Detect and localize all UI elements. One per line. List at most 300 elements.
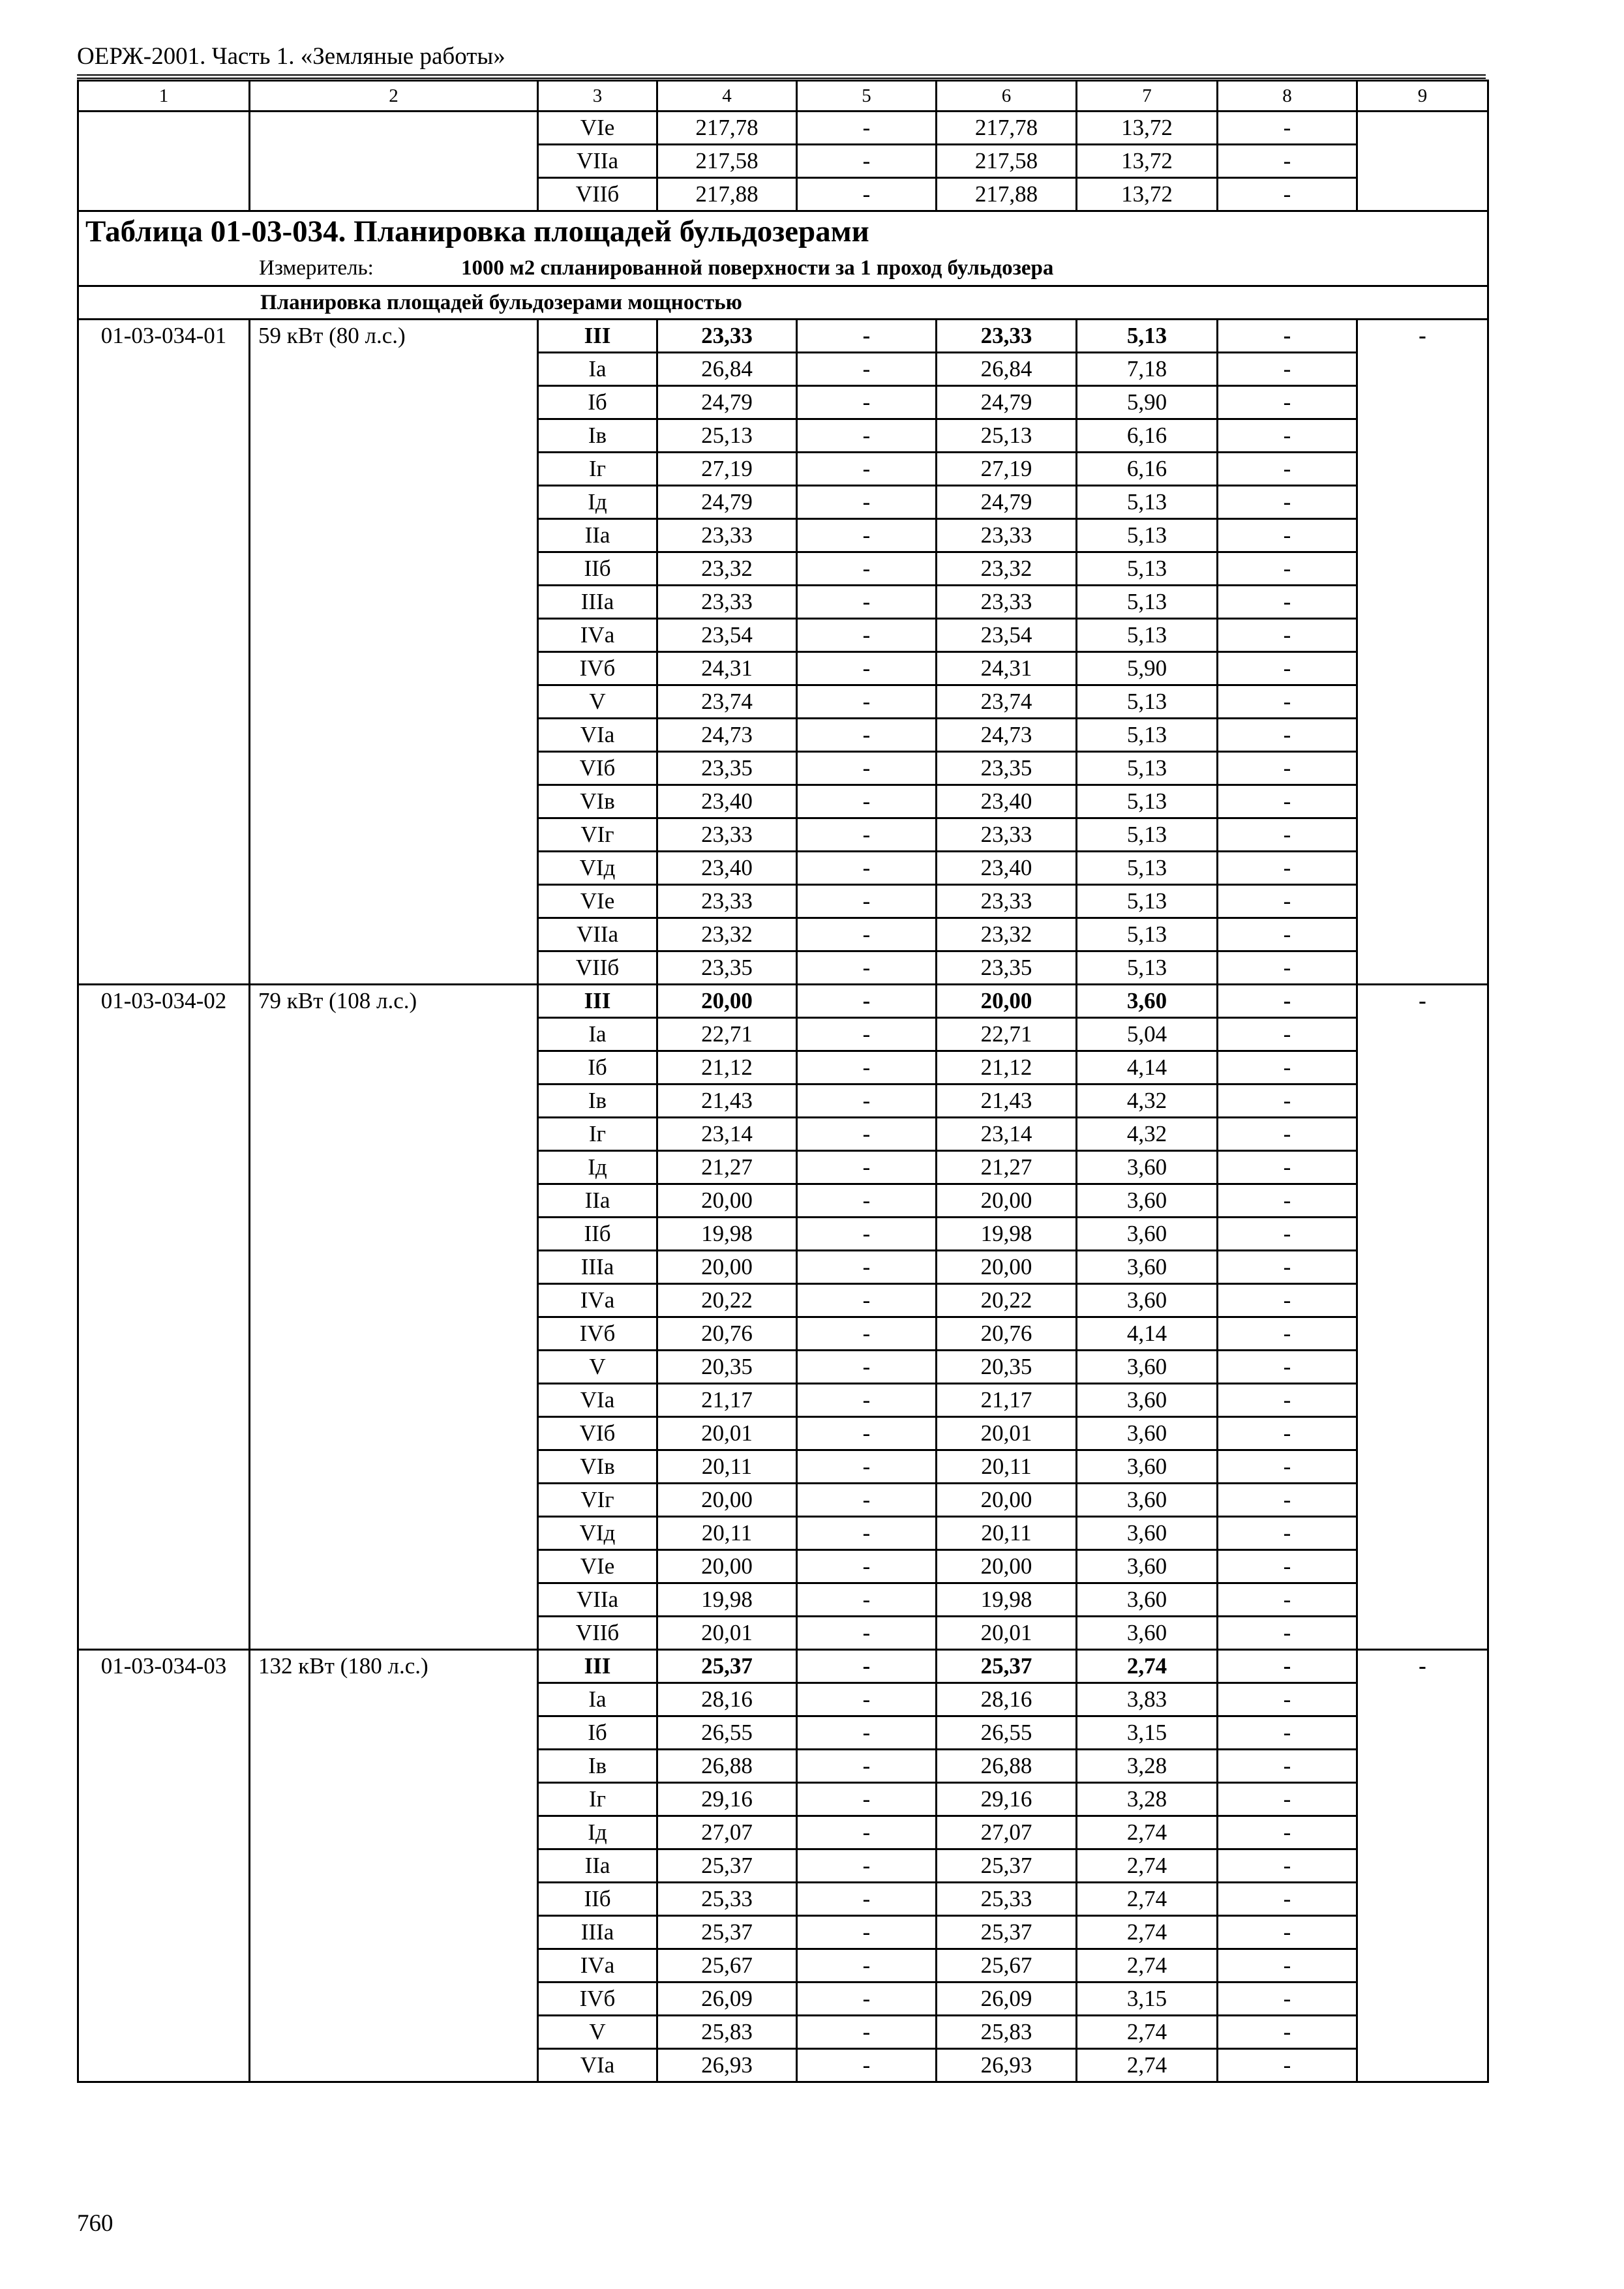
col6-cell: 20,00 bbox=[937, 1184, 1077, 1218]
col6-cell: 217,78 bbox=[937, 112, 1077, 145]
col7-cell: 5,13 bbox=[1077, 320, 1218, 353]
col9-cell: - bbox=[1357, 985, 1488, 1650]
col7-cell: 3,15 bbox=[1077, 1982, 1218, 2016]
col4-cell: 20,01 bbox=[657, 1417, 797, 1450]
soil-group-cell: IIIа bbox=[538, 586, 657, 619]
col8-cell: - bbox=[1218, 2049, 1357, 2082]
col8-cell: - bbox=[1218, 386, 1357, 419]
col4-cell: 21,12 bbox=[657, 1051, 797, 1085]
col7-cell: 5,13 bbox=[1077, 918, 1218, 951]
col8-cell: - bbox=[1218, 1085, 1357, 1118]
col5-cell: - bbox=[797, 453, 937, 486]
col6-cell: 25,83 bbox=[937, 2016, 1077, 2049]
col6-cell: 19,98 bbox=[937, 1583, 1077, 1617]
col4-cell: 25,37 bbox=[657, 1650, 797, 1683]
col9-cell: - bbox=[1357, 320, 1488, 985]
col4-cell: 217,58 bbox=[657, 145, 797, 178]
col4-cell: 28,16 bbox=[657, 1683, 797, 1716]
col6-cell: 20,01 bbox=[937, 1617, 1077, 1650]
col4-cell: 23,32 bbox=[657, 918, 797, 951]
col7-cell: 5,04 bbox=[1077, 1018, 1218, 1051]
rate-name-cell: 79 кВт (108 л.с.) bbox=[250, 985, 538, 1650]
col7-cell: 3,60 bbox=[1077, 1218, 1218, 1251]
col4-cell: 22,71 bbox=[657, 1018, 797, 1051]
col8-cell: - bbox=[1218, 1151, 1357, 1184]
col7-cell: 2,74 bbox=[1077, 2016, 1218, 2049]
col5-cell: - bbox=[797, 619, 937, 652]
col6-cell: 23,33 bbox=[937, 519, 1077, 552]
col4-cell: 20,22 bbox=[657, 1284, 797, 1317]
col6-cell: 25,37 bbox=[937, 1650, 1077, 1683]
col7-cell: 2,74 bbox=[1077, 1883, 1218, 1916]
col7-cell: 5,13 bbox=[1077, 785, 1218, 818]
col6-cell: 21,43 bbox=[937, 1085, 1077, 1118]
col5-cell: - bbox=[797, 2016, 937, 2049]
column-number: 6 bbox=[937, 81, 1077, 112]
table-row bbox=[78, 112, 1488, 145]
col5-cell: - bbox=[797, 818, 937, 852]
col8-cell: - bbox=[1218, 1351, 1357, 1384]
soil-group-cell: Iд bbox=[538, 1151, 657, 1184]
col5-cell: - bbox=[797, 1550, 937, 1583]
col6-cell: 27,19 bbox=[937, 453, 1077, 486]
table-row bbox=[78, 320, 1488, 353]
col6-cell: 26,88 bbox=[937, 1750, 1077, 1783]
col7-cell: 3,60 bbox=[1077, 1184, 1218, 1218]
soil-group-cell: VIа bbox=[538, 1384, 657, 1417]
col4-cell: 20,76 bbox=[657, 1317, 797, 1351]
soil-group-cell: IVа bbox=[538, 619, 657, 652]
col4-cell: 25,67 bbox=[657, 1949, 797, 1982]
col8-cell: - bbox=[1218, 145, 1357, 178]
col8-cell: - bbox=[1218, 1450, 1357, 1484]
soil-group-cell: IIIа bbox=[538, 1916, 657, 1949]
col6-cell: 23,33 bbox=[937, 885, 1077, 918]
col5-cell: - bbox=[797, 985, 937, 1018]
col7-cell: 5,13 bbox=[1077, 818, 1218, 852]
col7-cell: 2,74 bbox=[1077, 1949, 1218, 1982]
col4-cell: 26,09 bbox=[657, 1982, 797, 2016]
soil-group-cell: Iг bbox=[538, 1783, 657, 1816]
col5-cell: - bbox=[797, 1517, 937, 1550]
soil-group-cell: III bbox=[538, 320, 657, 353]
col8-cell: - bbox=[1218, 918, 1357, 951]
col7-cell: 5,13 bbox=[1077, 486, 1218, 519]
soil-group-cell: V bbox=[538, 1351, 657, 1384]
col6-cell: 23,32 bbox=[937, 552, 1077, 586]
col7-cell: 5,13 bbox=[1077, 852, 1218, 885]
col5-cell: - bbox=[797, 2049, 937, 2082]
col8-cell: - bbox=[1218, 1883, 1357, 1916]
soil-group-cell: VIб bbox=[538, 752, 657, 785]
col5-cell: - bbox=[797, 1450, 937, 1484]
col6-cell: 23,33 bbox=[937, 320, 1077, 353]
soil-group-cell: Iб bbox=[538, 1716, 657, 1750]
soil-group-cell: IIа bbox=[538, 1184, 657, 1218]
col7-cell: 3,60 bbox=[1077, 1617, 1218, 1650]
col6-cell: 29,16 bbox=[937, 1783, 1077, 1816]
col4-cell: 25,83 bbox=[657, 2016, 797, 2049]
col6-cell: 24,31 bbox=[937, 652, 1077, 685]
col5-cell: - bbox=[797, 1417, 937, 1450]
col5-cell: - bbox=[797, 353, 937, 386]
soil-group-cell: VIIб bbox=[538, 951, 657, 985]
col7-cell: 5,13 bbox=[1077, 752, 1218, 785]
col6-cell: 26,55 bbox=[937, 1716, 1077, 1750]
col6-cell: 20,35 bbox=[937, 1351, 1077, 1384]
col4-cell: 27,19 bbox=[657, 453, 797, 486]
col4-cell: 24,79 bbox=[657, 386, 797, 419]
col7-cell: 6,16 bbox=[1077, 419, 1218, 453]
soil-group-cell: VIв bbox=[538, 785, 657, 818]
col5-cell: - bbox=[797, 1085, 937, 1118]
col8-cell: - bbox=[1218, 1750, 1357, 1783]
col4-cell: 20,00 bbox=[657, 1484, 797, 1517]
col6-cell: 24,73 bbox=[937, 719, 1077, 752]
col4-cell: 23,40 bbox=[657, 852, 797, 885]
col8-cell: - bbox=[1218, 353, 1357, 386]
col4-cell: 20,11 bbox=[657, 1450, 797, 1484]
col5-cell: - bbox=[797, 320, 937, 353]
col7-cell: 4,14 bbox=[1077, 1051, 1218, 1085]
col4-cell: 23,32 bbox=[657, 552, 797, 586]
col7-cell: 5,13 bbox=[1077, 552, 1218, 586]
col6-cell: 23,40 bbox=[937, 785, 1077, 818]
col4-cell: 23,33 bbox=[657, 885, 797, 918]
col7-cell: 3,83 bbox=[1077, 1683, 1218, 1716]
col7-cell: 4,32 bbox=[1077, 1085, 1218, 1118]
col6-cell: 21,27 bbox=[937, 1151, 1077, 1184]
soil-group-cell: Iб bbox=[538, 386, 657, 419]
col7-cell: 5,90 bbox=[1077, 652, 1218, 685]
rate-name-cell: 132 кВт (180 л.с.) bbox=[250, 1650, 538, 2082]
col4-cell: 23,33 bbox=[657, 320, 797, 353]
col6-cell: 27,07 bbox=[937, 1816, 1077, 1849]
col5-cell: - bbox=[797, 1184, 937, 1218]
col8-cell: - bbox=[1218, 885, 1357, 918]
col7-cell: 5,13 bbox=[1077, 586, 1218, 619]
col8-cell: - bbox=[1218, 178, 1357, 211]
col8-cell: - bbox=[1218, 1018, 1357, 1051]
col5-cell: - bbox=[797, 1716, 937, 1750]
col8-cell: - bbox=[1218, 1317, 1357, 1351]
soil-group-cell: VIд bbox=[538, 1517, 657, 1550]
soil-group-cell: VIIа bbox=[538, 145, 657, 178]
col7-cell: 3,60 bbox=[1077, 1284, 1218, 1317]
col7-cell: 2,74 bbox=[1077, 1816, 1218, 1849]
col8-cell: - bbox=[1218, 1716, 1357, 1750]
col6-cell: 23,54 bbox=[937, 619, 1077, 652]
col4-cell: 25,37 bbox=[657, 1849, 797, 1883]
name-cell bbox=[250, 112, 538, 211]
col8-cell: - bbox=[1218, 453, 1357, 486]
col5-cell: - bbox=[797, 685, 937, 719]
col6-cell: 19,98 bbox=[937, 1218, 1077, 1251]
table-body bbox=[78, 81, 1488, 2082]
col8-cell: - bbox=[1218, 1683, 1357, 1716]
soil-group-cell: VIд bbox=[538, 852, 657, 885]
col7-cell: 13,72 bbox=[1077, 178, 1218, 211]
table-title: Таблица 01-03-034. Планировка площадей бульдозерами bbox=[78, 211, 1488, 252]
col8-cell: - bbox=[1218, 320, 1357, 353]
rates-table bbox=[77, 80, 1489, 2083]
col7-cell: 3,60 bbox=[1077, 1450, 1218, 1484]
col4-cell: 20,35 bbox=[657, 1351, 797, 1384]
col5-cell: - bbox=[797, 1849, 937, 1883]
col7-cell: 3,60 bbox=[1077, 1583, 1218, 1617]
col5-cell: - bbox=[797, 918, 937, 951]
soil-group-cell: III bbox=[538, 1650, 657, 1683]
rate-code-cell: 01-03-034-02 bbox=[78, 985, 250, 1650]
col7-cell: 13,72 bbox=[1077, 145, 1218, 178]
col6-cell: 20,00 bbox=[937, 1550, 1077, 1583]
soil-group-cell: VIе bbox=[538, 1550, 657, 1583]
col4-cell: 23,40 bbox=[657, 785, 797, 818]
col7-cell: 2,74 bbox=[1077, 2049, 1218, 2082]
soil-group-cell: VIг bbox=[538, 1484, 657, 1517]
col5-cell: - bbox=[797, 519, 937, 552]
col8-cell: - bbox=[1218, 1550, 1357, 1583]
col4-cell: 29,16 bbox=[657, 1783, 797, 1816]
column-number: 7 bbox=[1077, 81, 1218, 112]
col7-cell: 3,60 bbox=[1077, 1550, 1218, 1583]
col4-cell: 23,35 bbox=[657, 951, 797, 985]
col7-cell: 6,16 bbox=[1077, 453, 1218, 486]
col7-cell: 3,60 bbox=[1077, 985, 1218, 1018]
col6-cell: 23,33 bbox=[937, 586, 1077, 619]
column-number: 9 bbox=[1357, 81, 1488, 112]
col5-cell: - bbox=[797, 1317, 937, 1351]
col8-cell: - bbox=[1218, 1783, 1357, 1816]
col8-cell: - bbox=[1218, 1118, 1357, 1151]
column-number: 8 bbox=[1218, 81, 1357, 112]
soil-group-cell: Iг bbox=[538, 453, 657, 486]
soil-group-cell: Iд bbox=[538, 1816, 657, 1849]
soil-group-cell: VIIб bbox=[538, 1617, 657, 1650]
col6-cell: 26,84 bbox=[937, 353, 1077, 386]
soil-group-cell: IVб bbox=[538, 1982, 657, 2016]
measure-label: Измеритель: bbox=[259, 256, 374, 280]
col8-cell: - bbox=[1218, 486, 1357, 519]
col8-cell: - bbox=[1218, 785, 1357, 818]
col7-cell: 5,90 bbox=[1077, 386, 1218, 419]
col6-cell: 25,37 bbox=[937, 1849, 1077, 1883]
col6-cell: 21,17 bbox=[937, 1384, 1077, 1417]
soil-group-cell: IVа bbox=[538, 1949, 657, 1982]
col5-cell: - bbox=[797, 1816, 937, 1849]
table-subtitle: Планировка площадей бульдозерами мощностью bbox=[78, 286, 1488, 320]
col6-cell: 25,33 bbox=[937, 1883, 1077, 1916]
col4-cell: 23,33 bbox=[657, 586, 797, 619]
soil-group-cell: IVб bbox=[538, 652, 657, 685]
col5-cell: - bbox=[797, 719, 937, 752]
col7-cell: 4,14 bbox=[1077, 1317, 1218, 1351]
col6-cell: 25,67 bbox=[937, 1949, 1077, 1982]
col4-cell: 20,00 bbox=[657, 1251, 797, 1284]
soil-group-cell: VIе bbox=[538, 885, 657, 918]
col8-cell: - bbox=[1218, 1916, 1357, 1949]
col8-cell: - bbox=[1218, 1384, 1357, 1417]
col4-cell: 23,54 bbox=[657, 619, 797, 652]
col6-cell: 217,88 bbox=[937, 178, 1077, 211]
col7-cell: 13,72 bbox=[1077, 112, 1218, 145]
col7-cell: 5,13 bbox=[1077, 951, 1218, 985]
col5-cell: - bbox=[797, 386, 937, 419]
col6-cell: 20,11 bbox=[937, 1517, 1077, 1550]
col5-cell: - bbox=[797, 1284, 937, 1317]
col7-cell: 3,60 bbox=[1077, 1517, 1218, 1550]
col6-cell: 28,16 bbox=[937, 1683, 1077, 1716]
soil-group-cell: Iв bbox=[538, 1750, 657, 1783]
col4-cell: 20,01 bbox=[657, 1617, 797, 1650]
code-cell bbox=[78, 112, 250, 211]
col5-cell: - bbox=[797, 1916, 937, 1949]
soil-group-cell: VIб bbox=[538, 1417, 657, 1450]
col4-cell: 23,14 bbox=[657, 1118, 797, 1151]
col5-cell: - bbox=[797, 419, 937, 453]
measure-value: 1000 м2 спланированной поверхности за 1 проход бульдозера bbox=[461, 256, 1054, 280]
col6-cell: 217,58 bbox=[937, 145, 1077, 178]
col4-cell: 25,13 bbox=[657, 419, 797, 453]
soil-group-cell: VIг bbox=[538, 818, 657, 852]
col5-cell: - bbox=[797, 1683, 937, 1716]
col8-cell: - bbox=[1218, 1417, 1357, 1450]
col5-cell: - bbox=[797, 112, 937, 145]
col8-cell: - bbox=[1218, 1517, 1357, 1550]
col8-cell: - bbox=[1218, 552, 1357, 586]
col5-cell: - bbox=[797, 486, 937, 519]
col9-cell: - bbox=[1357, 1650, 1488, 2082]
col4-cell: 19,98 bbox=[657, 1218, 797, 1251]
page-number: 760 bbox=[77, 2210, 113, 2237]
col5-cell: - bbox=[797, 1218, 937, 1251]
col6-cell: 23,74 bbox=[937, 685, 1077, 719]
col6-cell: 23,35 bbox=[937, 752, 1077, 785]
col5-cell: - bbox=[797, 652, 937, 685]
col4-cell: 24,79 bbox=[657, 486, 797, 519]
col4-cell: 217,88 bbox=[657, 178, 797, 211]
col8-cell: - bbox=[1218, 619, 1357, 652]
col8-cell: - bbox=[1218, 2016, 1357, 2049]
soil-group-cell: VIIа bbox=[538, 918, 657, 951]
col7-cell: 3,28 bbox=[1077, 1750, 1218, 1783]
col4-cell: 26,93 bbox=[657, 2049, 797, 2082]
col7-cell: 7,18 bbox=[1077, 353, 1218, 386]
col4-cell: 26,88 bbox=[657, 1750, 797, 1783]
column-number: 5 bbox=[797, 81, 937, 112]
table-row bbox=[78, 985, 1488, 1018]
column-number: 4 bbox=[657, 81, 797, 112]
col8-cell: - bbox=[1218, 1218, 1357, 1251]
col8-cell: - bbox=[1218, 1650, 1357, 1683]
soil-group-cell: VIа bbox=[538, 719, 657, 752]
soil-group-cell: IVа bbox=[538, 1284, 657, 1317]
col6-cell: 20,22 bbox=[937, 1284, 1077, 1317]
col8-cell: - bbox=[1218, 1051, 1357, 1085]
col5-cell: - bbox=[797, 1617, 937, 1650]
col6-cell: 23,33 bbox=[937, 818, 1077, 852]
soil-group-cell: Iб bbox=[538, 1051, 657, 1085]
col6-cell: 20,11 bbox=[937, 1450, 1077, 1484]
col5-cell: - bbox=[797, 1251, 937, 1284]
col4-cell: 24,73 bbox=[657, 719, 797, 752]
col7-cell: 3,60 bbox=[1077, 1351, 1218, 1384]
soil-group-cell: Iд bbox=[538, 486, 657, 519]
col6-cell: 21,12 bbox=[937, 1051, 1077, 1085]
col5-cell: - bbox=[797, 1783, 937, 1816]
soil-group-cell: Iа bbox=[538, 353, 657, 386]
col5-cell: - bbox=[797, 1384, 937, 1417]
soil-group-cell: Iг bbox=[538, 1118, 657, 1151]
col5-cell: - bbox=[797, 178, 937, 211]
col4-cell: 23,35 bbox=[657, 752, 797, 785]
col8-cell: - bbox=[1218, 1816, 1357, 1849]
col5-cell: - bbox=[797, 552, 937, 586]
col5-cell: - bbox=[797, 785, 937, 818]
col7-cell: 3,28 bbox=[1077, 1783, 1218, 1816]
soil-group-cell: III bbox=[538, 985, 657, 1018]
col6-cell: 26,93 bbox=[937, 2049, 1077, 2082]
col7-cell: 5,13 bbox=[1077, 719, 1218, 752]
col7-cell: 2,74 bbox=[1077, 1650, 1218, 1683]
soil-group-cell: Iв bbox=[538, 1085, 657, 1118]
col5-cell: - bbox=[797, 1351, 937, 1384]
soil-group-cell: Iа bbox=[538, 1018, 657, 1051]
col7-cell: 2,74 bbox=[1077, 1916, 1218, 1949]
col6-cell: 25,13 bbox=[937, 419, 1077, 453]
col5-cell: - bbox=[797, 951, 937, 985]
col4-cell: 23,33 bbox=[657, 818, 797, 852]
col5-cell: - bbox=[797, 752, 937, 785]
col4-cell: 20,11 bbox=[657, 1517, 797, 1550]
col9-cell bbox=[1357, 112, 1488, 211]
col8-cell: - bbox=[1218, 951, 1357, 985]
soil-group-cell: IIа bbox=[538, 519, 657, 552]
col5-cell: - bbox=[797, 1949, 937, 1982]
col6-cell: 24,79 bbox=[937, 386, 1077, 419]
col8-cell: - bbox=[1218, 818, 1357, 852]
col4-cell: 21,43 bbox=[657, 1085, 797, 1118]
soil-group-cell: VIе bbox=[538, 112, 657, 145]
soil-group-cell: VIа bbox=[538, 2049, 657, 2082]
column-number: 2 bbox=[250, 81, 538, 112]
col8-cell: - bbox=[1218, 652, 1357, 685]
col8-cell: - bbox=[1218, 1849, 1357, 1883]
soil-group-cell: IIIа bbox=[538, 1251, 657, 1284]
soil-group-cell: IIб bbox=[538, 1218, 657, 1251]
column-number-row bbox=[78, 81, 1488, 112]
column-number: 1 bbox=[78, 81, 250, 112]
col5-cell: - bbox=[797, 1750, 937, 1783]
rate-code-cell: 01-03-034-01 bbox=[78, 320, 250, 985]
col8-cell: - bbox=[1218, 1484, 1357, 1517]
col6-cell: 20,76 bbox=[937, 1317, 1077, 1351]
col7-cell: 3,60 bbox=[1077, 1151, 1218, 1184]
col4-cell: 25,37 bbox=[657, 1916, 797, 1949]
col8-cell: - bbox=[1218, 1617, 1357, 1650]
col4-cell: 26,84 bbox=[657, 353, 797, 386]
col4-cell: 24,31 bbox=[657, 652, 797, 685]
rate-name-cell: 59 кВт (80 л.с.) bbox=[250, 320, 538, 985]
soil-group-cell: Iв bbox=[538, 419, 657, 453]
col4-cell: 25,33 bbox=[657, 1883, 797, 1916]
col8-cell: - bbox=[1218, 719, 1357, 752]
soil-group-cell: VIIа bbox=[538, 1583, 657, 1617]
soil-group-cell: IIб bbox=[538, 1883, 657, 1916]
col6-cell: 23,32 bbox=[937, 918, 1077, 951]
col6-cell: 23,40 bbox=[937, 852, 1077, 885]
col5-cell: - bbox=[797, 1883, 937, 1916]
